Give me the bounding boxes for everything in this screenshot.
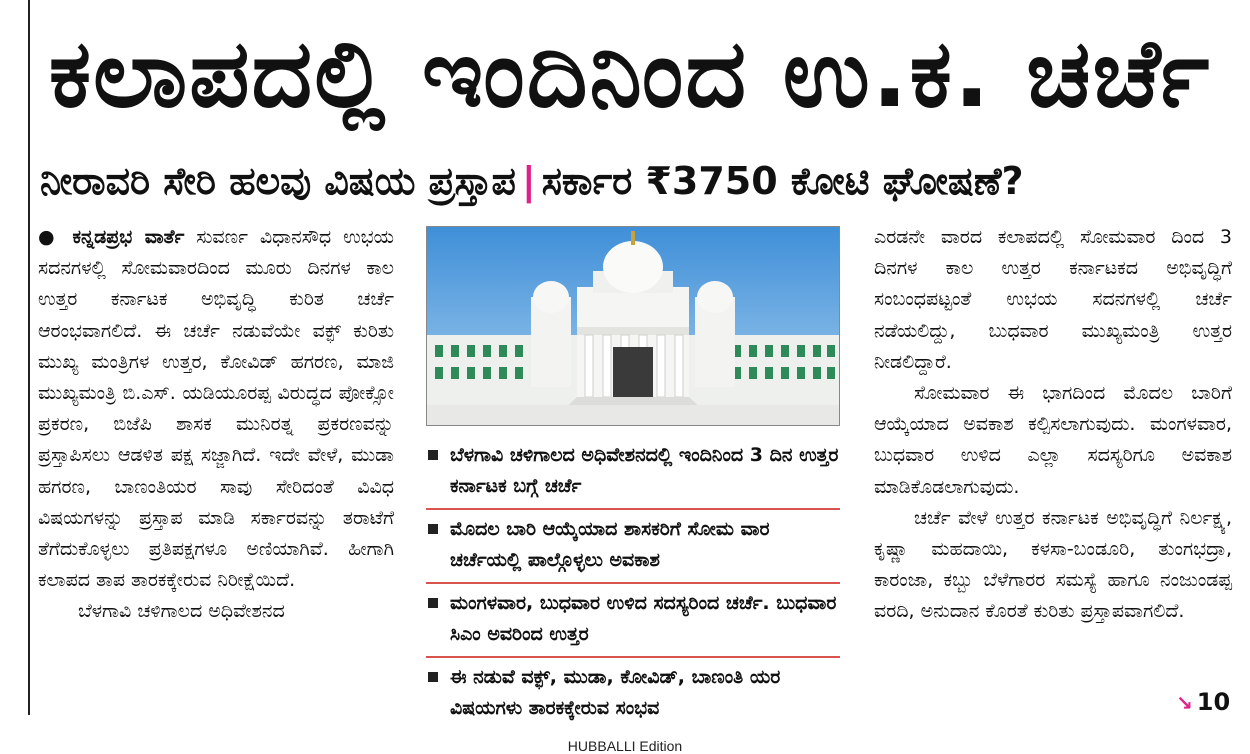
key-point-text: ಈ ನಡುವೆ ವಕ್ಫ್, ಮುಡಾ, ಕೋವಿಡ್, ಬಾಣಂತಿ ಯರ ವಿಷಯಗಳು ತಾರಕಕ್ಕೇರುವ ಸಂಭವ xyxy=(450,666,781,719)
subheadline xyxy=(40,148,1230,214)
left-para-1-text: ಸುವರ್ಣ ವಿಧಾನಸೌಧ ಉಭಯ ಸದನಗಳಲ್ಲಿ ಸೋಮವಾರದಿಂದ ಮೂರು ದಿನಗಳ ಕಾಲ ಉತ್ತರ ಕರ್ನಾಟಕ ಅಭಿವೃದ್ಧಿ ಕುರಿತ ಚರ್ಚೆ ಆರಂಭವಾಗಲಿದೆ. ಈ ಚರ್ಚೆ ನಡುವೆಯೇ ವಕ್ಫ್ ಕುರಿತು ಮುಖ್ಯ ಮಂತ್ರಿಗಳ ಉತ್ತರ, ಕೋವಿಡ್ ಹಗರಣ, ಮಾಜಿ ಮುಖ್ಯಮಂತ್ರಿ ಬಿ.ಎಸ್. ಯಡಿಯೂರಪ್ಪ ವಿರುದ್ಧದ ಪೋಕ್ಸೋ ಪ್ರಕರಣ, ಬಿಜೆಪಿ ಶಾಸಕ ಮುನಿರತ್ನ ಪ್ರಕರಣವನ್ನು ಪ್ರಸ್ತಾಪಿಸಲು ಆಡಳಿತ ಪಕ್ಷ ಸಜ್ಜಾಗಿದೆ. ಇದೇ ವೇಳೆ, ಮುಡಾ ಹಗರಣ, ಬಾಣಂತಿಯರ ಸಾವು ಸೇರಿದಂತೆ ವಿವಿಧ ವಿಷಯಗಳನ್ನು ಪ್ರಸ್ತಾಪ ಮಾಡಿ ಸರ್ಕಾರವನ್ನು ತರಾಟೆಗೆ ತೆಗೆದುಕೊಳ್ಳಲು ಪ್ರತಿಪಕ್ಷಗಳೂ ಅಣಿಯಾಗಿವೆ. ಹೀಗಾಗಿ ಕಲಾಪದ ತಾಪ ತಾರಕಕ್ಕೇರುವ ನಿರೀಕ್ಷೆಯಿದೆ. xyxy=(38,226,394,592)
key-point-text: ಬೆಳಗಾವಿ ಚಳಿಗಾಲದ ಅಧಿವೇಶನದಲ್ಲಿ ಇಂದಿನಿಂದ 3 ದಿನ ಉತ್ತರ ಕರ್ನಾಟಕ ಬಗ್ಗೆ ಚರ್ಚೆ xyxy=(450,444,839,497)
key-point xyxy=(426,436,840,510)
square-bullet-icon xyxy=(428,450,438,460)
key-points-box xyxy=(426,436,840,730)
right-para-3: ಚರ್ಚೆ ವೇಳೆ ಉತ್ತರ ಕರ್ನಾಟಕ ಅಭಿವೃದ್ಧಿಗೆ ನಿರ್ಲಕ್ಷ್ಯ, ಕೃಷ್ಣಾ ಮಹದಾಯಿ, ಕಳಸಾ-ಬಂಡೂರಿ, ತುಂಗಭದ್ರಾ, ಕಾರಂಜಾ, ಕಬ್ಬು ಬೆಳೆಗಾರರ ಸಮಸ್ಯೆ ಹಾಗೂ ನಂಜುಂಡಪ್ಪ ವರದಿ, ಅನುದಾನ ಕೊರತೆ ಕುರಿತು ಪ್ರಸ್ತಾಪವಾಗಲಿದೆ. xyxy=(874,506,1232,623)
subhead-left: ನೀರಾವರಿ ಸೇರಿ ಹಲವು ವಿಷಯ ಪ್ರಸ್ತಾಪ xyxy=(40,159,516,203)
headline: ಕಲಾಪದಲ್ಲಿ ಇಂದಿನಿಂದ ಉ.ಕ. ಚರ್ಚೆ xyxy=(48,20,1212,129)
square-bullet-icon xyxy=(428,672,438,682)
subhead-right: ಸರ್ಕಾರ ₹3750 ಕೋಟಿ ಘೋಷಣೆ? xyxy=(541,159,1024,203)
key-point xyxy=(426,584,840,658)
left-para-1 xyxy=(38,222,394,596)
left-column xyxy=(38,222,394,628)
key-point xyxy=(426,658,840,730)
square-bullet-icon xyxy=(428,524,438,534)
key-point-text: ಮೊದಲ ಬಾರಿ ಆಯ್ಕೆಯಾದ ಶಾಸಕರಿಗೆ ಸೋಮ ವಾರ ಚರ್ಚೆಯಲ್ಲಿ ಪಾಲ್ಗೊಳ್ಳಲು ಅವಕಾಶ xyxy=(450,518,770,571)
square-bullet-icon xyxy=(428,598,438,608)
right-para-2: ಸೋಮವಾರ ಈ ಭಾಗದಿಂದ ಮೊದಲ ಬಾರಿಗೆ ಆಯ್ಕೆಯಾದ ಅವಕಾಶ ಕಲ್ಪಿಸಲಾಗುವುದು. ಮಂಗಳವಾರ, ಬುಧವಾರ ಉಳಿದ ಎಲ್ಲಾ ಸದಸ್ಯರಿಗೂ ಅವಕಾಶ ಮಾಡಿಕೊಡಲಾಗುವುದು. xyxy=(874,382,1232,498)
right-column xyxy=(874,222,1232,628)
key-point xyxy=(426,510,840,584)
vidhana-soudha-photo xyxy=(426,226,840,426)
key-point-text: ಮಂಗಳವಾರ, ಬುಧವಾರ ಉಳಿದ ಸದಸ್ಯರಿಂದ ಚರ್ಚೆ. ಬುಧವಾರ ಸಿಎಂ ಅವರಿಂದ ಉತ್ತರ xyxy=(450,592,837,645)
continue-arrow-icon: ↘ xyxy=(1176,691,1193,715)
vidhana-soudha-image xyxy=(427,227,839,425)
edition-footer: HUBBALLI Edition xyxy=(567,738,683,754)
byline-bullet: ● xyxy=(38,226,61,248)
byline: ಕನ್ನಡಪ್ರಭ ವಾರ್ತೆ xyxy=(72,226,185,248)
subhead-separator: | xyxy=(521,159,536,203)
continue-page-number: 10 xyxy=(1196,688,1231,716)
left-para-2: ಬೆಳಗಾವಿ ಚಳಿಗಾಲದ ಅಧಿವೇಶನದ xyxy=(78,600,285,623)
right-para-1: ಎರಡನೇ ವಾರದ ಕಲಾಪದಲ್ಲಿ ಸೋಮವಾರ ದಿಂದ 3 ದಿನಗಳ ಕಾಲ ಉತ್ತರ ಕರ್ನಾಟಕದ ಅಭಿವೃದ್ಧಿಗೆ ಸಂಬಂಧಪಟ್ಟಂತೆ ಉಭಯ ಸದನಗಳಲ್ಲಿ ಚರ್ಚೆ ನಡೆಯಲಿದ್ದು, ಬುಧವಾರ ಮುಖ್ಯಮಂತ್ರಿ ಉತ್ತರ ನೀಡಲಿದ್ದಾರೆ. xyxy=(874,226,1232,373)
continued-on-page xyxy=(1176,688,1230,716)
